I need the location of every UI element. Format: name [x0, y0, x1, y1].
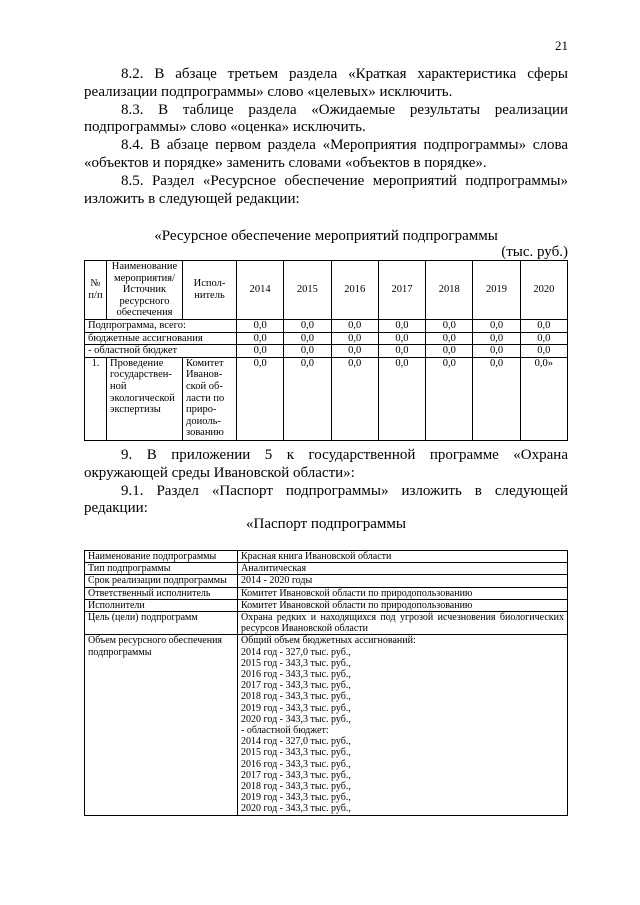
funding-line: 2014 год - 327,0 тыс. руб.,: [241, 646, 351, 658]
paragraph-8-4: 8.4. В абзаце первом раздела «Мероприятия подпрограммы» слова «объектов и порядке» заменить словами «объектов в порядке».: [84, 137, 568, 171]
cell-value: 0,0: [426, 345, 473, 358]
funding-line: 2016 год - 343,3 тыс. руб.,: [241, 758, 351, 770]
cell-value: 0,0: [284, 332, 331, 345]
table-row: [85, 332, 568, 345]
cell-value: 0,0: [331, 332, 378, 345]
cell-value: 0,0: [237, 345, 284, 358]
cell-value: 0,0: [473, 345, 520, 358]
row-label: бюджетные ассигнования: [85, 332, 237, 345]
funding-line: 2019 год - 343,3 тыс. руб.,: [241, 702, 351, 714]
item-executor: Комитет Иванов- ской об- ласти по приро- доиоль- зованию: [183, 357, 237, 440]
resource-table-unit: (тыс. руб.): [501, 244, 568, 260]
table-row: [85, 575, 568, 587]
paragraph-9-1: 9.1. Раздел «Паспорт подпрограммы» изложить в следующей редакции:: [84, 482, 568, 517]
funding-line: 2020 год - 343,3 тыс. руб.,: [241, 713, 351, 725]
header-year: 2016: [331, 261, 378, 320]
cell-value: 0,0: [520, 332, 567, 345]
cell-value: 0,0: [426, 357, 473, 440]
row-value: Комитет Ивановской области по природопользованию: [238, 587, 568, 599]
passport-title: «Паспорт подпрограммы: [246, 516, 406, 532]
funding-line: 2015 год - 343,3 тыс. руб.,: [241, 747, 351, 759]
funding-line: - областной бюджет:: [241, 725, 329, 737]
header-year: 2019: [473, 261, 520, 320]
row-value: Красная книга Ивановской области: [238, 551, 568, 563]
header-year: 2015: [284, 261, 331, 320]
header-year: 2014: [237, 261, 284, 320]
cell-value: 0,0»: [520, 357, 567, 440]
page-number: 21: [555, 38, 568, 53]
header-num: № п/п: [85, 261, 107, 320]
cell-value: 0,0: [473, 357, 520, 440]
cell-value: 0,0: [237, 357, 284, 440]
cell-value: 0,0: [331, 319, 378, 332]
table-row: [85, 563, 568, 575]
header-year: 2020: [520, 261, 567, 320]
row-label: Срок реализации подпрограммы: [85, 575, 238, 587]
table-row: [85, 612, 568, 635]
row-label: Ответственный исполнитель: [85, 587, 238, 599]
table-row: [85, 319, 568, 332]
cell-value: 0,0: [426, 332, 473, 345]
cell-value: 0,0: [284, 357, 331, 440]
cell-value: 0,0: [378, 332, 425, 345]
table-row: [85, 357, 568, 440]
header-executor: Испол- нитель: [183, 261, 237, 320]
cell-value: 0,0: [284, 319, 331, 332]
resource-table-title: «Ресурсное обеспечение мероприятий подпрограммы: [154, 228, 498, 244]
cell-value: 0,0: [378, 357, 425, 440]
funding-line: 2014 год - 327,0 тыс. руб.,: [241, 736, 351, 748]
row-value: Аналитическая: [238, 563, 568, 575]
resource-table-header: [85, 261, 568, 320]
section-9: [84, 447, 568, 518]
row-label: Объем ресурсного обеспечения подпрограммы: [85, 635, 238, 815]
paragraph-8-2: 8.2. В абзаце третьем раздела «Краткая характеристика сферы реализации подпрограммы» слово «целевых» исключить.: [84, 66, 568, 100]
cell-value: 0,0: [237, 332, 284, 345]
paragraph-8-3: 8.3. В таблице раздела «Ожидаемые результаты реализации подпрограммы» слово «оценка» исключить.: [84, 101, 568, 136]
cell-value: 0,0: [473, 332, 520, 345]
funding-line: 2019 год - 343,3 тыс. руб.,: [241, 792, 351, 804]
header-year: 2018: [426, 261, 473, 320]
paragraph-9: 9. В приложении 5 к государственной программе «Охрана окружающей среды Ивановской области»:: [84, 447, 568, 481]
row-value: Комитет Ивановской области по природопользованию: [238, 599, 568, 611]
row-value: 2014 - 2020 годы: [238, 575, 568, 587]
cell-value: 0,0: [284, 345, 331, 358]
funding-line: 2020 год - 343,3 тыс. руб.,: [241, 803, 351, 815]
funding-lines: [238, 635, 568, 815]
passport-table: [84, 550, 568, 816]
row-label: Тип подпрограммы: [85, 563, 238, 575]
funding-line: 2018 год - 343,3 тыс. руб.,: [241, 691, 351, 703]
amendment-paragraphs: [84, 66, 568, 208]
cell-value: 0,0: [473, 319, 520, 332]
cell-value: 0,0: [378, 319, 425, 332]
cell-value: 0,0: [426, 319, 473, 332]
cell-value: 0,0: [520, 319, 567, 332]
table-row: [85, 345, 568, 358]
funding-line: 2016 год - 343,3 тыс. руб.,: [241, 669, 351, 681]
row-label: Цель (цели) подпрограмм: [85, 612, 238, 635]
row-label: Исполнители: [85, 599, 238, 611]
funding-line: Общий объем бюджетных ассигнований:: [241, 635, 416, 647]
table-row: [85, 587, 568, 599]
header-name: Наименование мероприятия/ Источник ресурсного обеспечения: [107, 261, 183, 320]
item-num: 1.: [85, 357, 107, 440]
cell-value: 0,0: [378, 345, 425, 358]
funding-line: 2018 год - 343,3 тыс. руб.,: [241, 781, 351, 793]
header-year: 2017: [378, 261, 425, 320]
cell-value: 0,0: [520, 345, 567, 358]
cell-value: 0,0: [237, 319, 284, 332]
item-name: Проведение государствен- ной экологической экспертизы: [107, 357, 183, 440]
row-value: Охрана редких и находящихся под угрозой исчезновения биологических ресурсов Ивановской области: [238, 612, 568, 635]
funding-line: 2017 год - 343,3 тыс. руб.,: [241, 769, 351, 781]
paragraph-8-5: 8.5. Раздел «Ресурсное обеспечение мероприятий подпрограммы» изложить в следующей редакции:: [84, 172, 568, 207]
cell-value: 0,0: [331, 345, 378, 358]
funding-line: 2015 год - 343,3 тыс. руб.,: [241, 657, 351, 669]
funding-line: 2017 год - 343,3 тыс. руб.,: [241, 680, 351, 692]
table-row: [85, 635, 568, 815]
row-label: Наименование подпрограммы: [85, 551, 238, 563]
table-row: [85, 551, 568, 563]
row-label: - областной бюджет: [85, 345, 237, 358]
table-row: [85, 599, 568, 611]
resource-table: [84, 260, 568, 441]
row-label: Подпрограмма, всего:: [85, 319, 237, 332]
cell-value: 0,0: [331, 357, 378, 440]
